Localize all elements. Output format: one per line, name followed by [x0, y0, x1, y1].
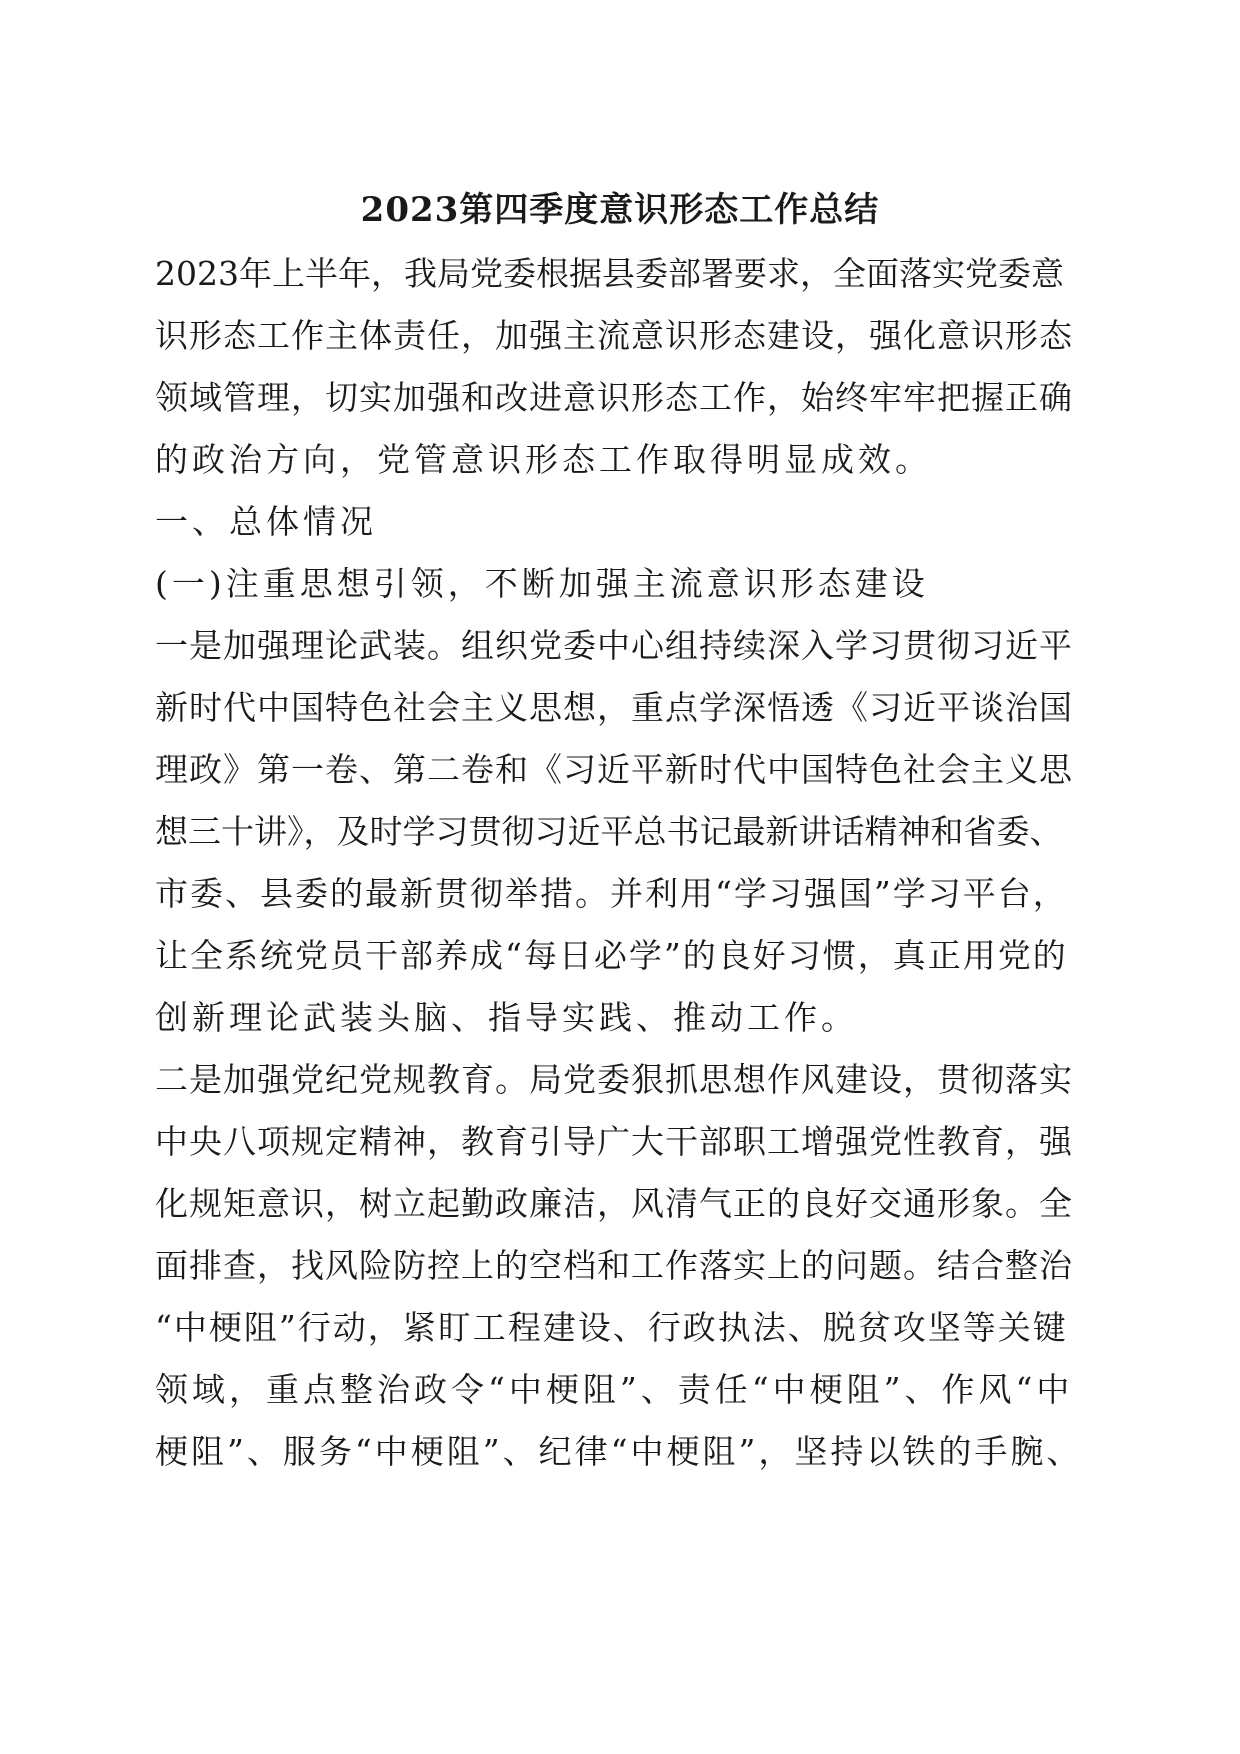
body-line: 市委、县委的最新贯彻举措。并利用“学习强国”学习平台，: [155, 874, 1068, 913]
body-line: 让全系统党员干部养成“每日必学”的良好习惯，真正用党的: [155, 936, 1068, 975]
body-line: “中梗阻”行动，紧盯工程建设、行政执法、脱贫攻坚等关键: [155, 1308, 1068, 1347]
section-heading: 一、总体情况: [155, 502, 377, 541]
body-line: 领域，重点整治政令“中梗阻”、责任“中梗阻”、作风“中: [155, 1370, 1074, 1409]
body-line: 识形态工作主体责任，加强主流意识形态建设，强化意识形态: [155, 316, 1073, 355]
body-line: 二是加强党纪党规教育。局党委狠抓思想作风建设，贯彻落实: [155, 1060, 1073, 1099]
body-line: 理政》第一卷、第二卷和《习近平新时代中国特色社会主义思: [155, 750, 1073, 789]
body-line: 新时代中国特色社会主义思想，重点学深悟透《习近平谈治国: [155, 688, 1073, 727]
body-line: 的政治方向，党管意识形态工作取得明显成效。: [155, 440, 932, 479]
body-line: 梗阻”、服务“中梗阻”、纪律“中梗阻”，坚持以铁的手腕、: [155, 1432, 1083, 1471]
document-title: 2023第四季度意识形态工作总结: [360, 190, 880, 230]
body-line: 想三十讲》，及时学习贯彻习近平总书记最新讲话精神和省委、: [155, 812, 1063, 851]
body-line: 面排查，找风险防控上的空档和工作落实上的问题。结合整治: [155, 1246, 1073, 1285]
body-line: 化规矩意识，树立起勤政廉洁，风清气正的良好交通形象。全: [155, 1184, 1073, 1223]
body-line: 2023年上半年，我局党委根据县委部署要求，全面落实党委意: [155, 254, 1064, 293]
subsection-heading: (一)注重思想引领，不断加强主流意识形态建设: [155, 564, 929, 603]
body-line: 领域管理，切实加强和改进意识形态工作，始终牢牢把握正确: [155, 378, 1073, 417]
body-line: 中央八项规定精神，教育引导广大干部职工增强党性教育，强: [155, 1122, 1073, 1161]
body-line: 一是加强理论武装。组织党委中心组持续深入学习贯彻习近平: [155, 626, 1073, 665]
body-line: 创新理论武装头脑、指导实践、推动工作。: [155, 998, 858, 1037]
